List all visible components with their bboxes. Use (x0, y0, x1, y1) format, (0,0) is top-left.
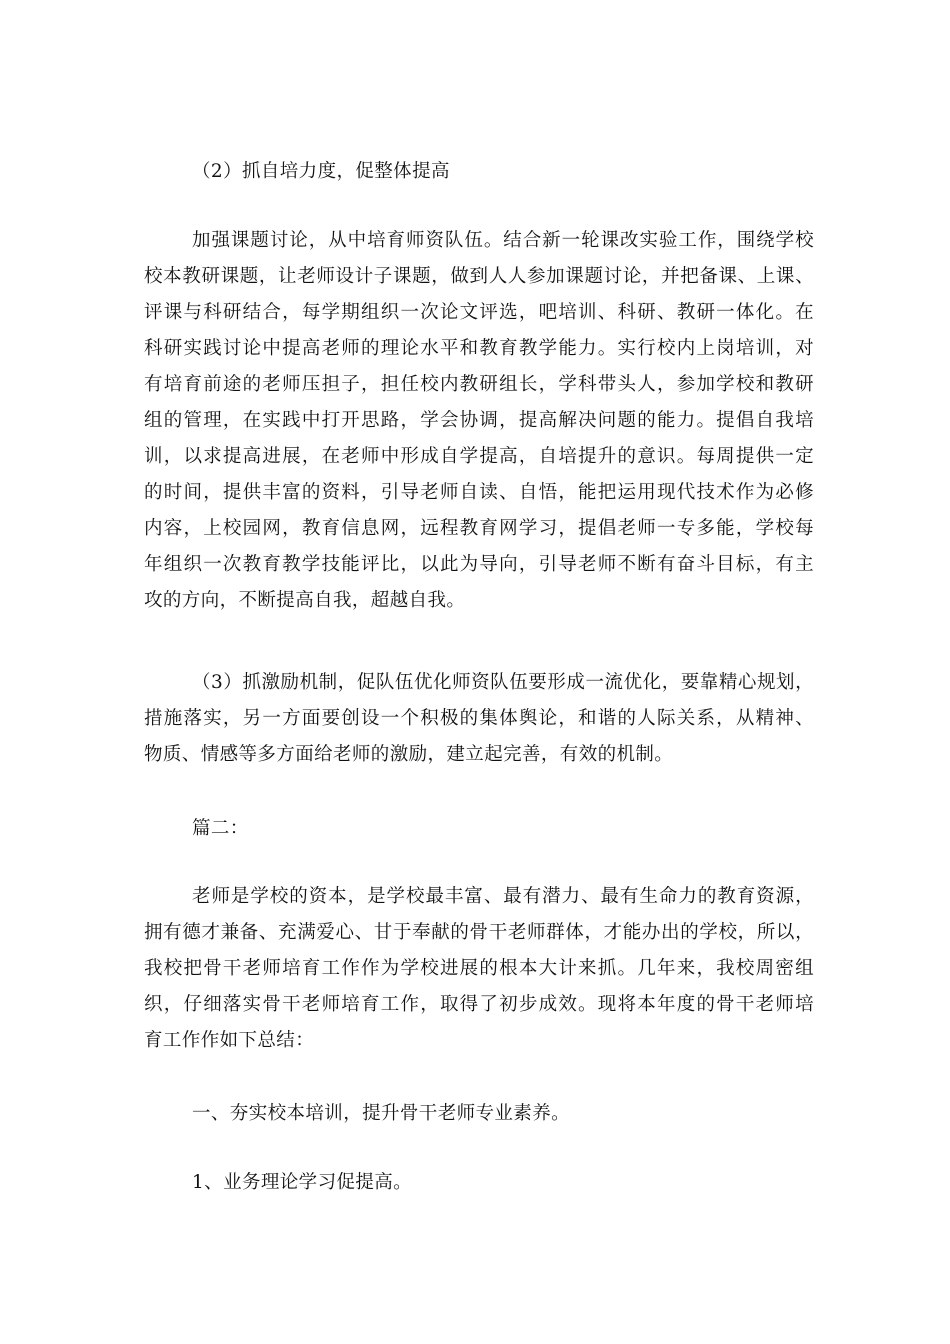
section-heading-part-two (144, 811, 814, 847)
paragraph-teachers-resource (144, 879, 814, 1059)
text-line: 措施落实，另一方面要创设一个积极的集体舆论，和谐的人际关系，从精神、 (144, 708, 814, 729)
text-line: 科研实践讨论中提高老师的理论水平和教育教学能力。实行校内上岗培训，对 (144, 338, 814, 359)
text-line: （2）抓自培力度，促整体提高 (192, 161, 450, 182)
text-line: 加强课题讨论，从中培育师资队伍。结合新一轮课改实验工作，围绕学校 (192, 230, 814, 251)
text-line: 的时间，提供丰富的资料，引导老师自读、自悟，能把运用现代技术作为必修 (144, 482, 814, 503)
text-line: 篇二： (192, 818, 249, 839)
paragraph-course-research (144, 223, 814, 619)
text-line: 评课与科研结合，每学期组织一次论文评选，吧培训、科研、教研一体化。在 (144, 302, 814, 323)
text-line: 1、业务理论学习促提高。 (192, 1172, 413, 1193)
text-line: 攻的方向，不断提高自我，超越自我。 (144, 590, 466, 611)
paragraph-heading-2 (144, 154, 814, 190)
subsection-heading-one (144, 1165, 814, 1201)
text-line: 年组织一次教育教学技能评比，以此为导向，引导老师不断有奋斗目标，有主 (144, 554, 814, 575)
text-line: （3）抓激励机制，促队伍优化师资队伍要形成一流优化，要靠精心规划， (192, 672, 814, 693)
text-line: 组的管理，在实践中打开思路，学会协调，提高解决问题的能力。提倡自我培 (144, 410, 814, 431)
text-line: 拥有德才兼备、充满爱心、甘于奉献的骨干老师群体，才能办出的学校，所以， (144, 922, 814, 943)
section-heading-one (144, 1096, 814, 1132)
text-line: 老师是学校的资本，是学校最丰富、最有潜力、最有生命力的教育资源， (192, 886, 814, 907)
text-line: 有培育前途的老师压担子，担任校内教研组长，学科带头人，参加学校和教研 (144, 374, 814, 395)
text-line: 织，仔细落实骨干老师培育工作，取得了初步成效。现将本年度的骨干老师培 (144, 994, 814, 1015)
text-line: 育工作作如下总结： (144, 1030, 315, 1051)
text-line: 校本教研课题，让老师设计子课题，做到人人参加课题讨论，并把备课、上课、 (144, 266, 814, 287)
text-line: 训，以求提高进展，在老师中形成自学提高，自培提升的意识。每周提供一定 (144, 446, 814, 467)
text-line: 我校把骨干老师培育工作作为学校进展的根本大计来抓。几年来，我校周密组 (144, 958, 814, 979)
paragraph-incentive-mechanism (144, 665, 814, 773)
text-line: 物质、情感等多方面给老师的激励，建立起完善，有效的机制。 (144, 744, 674, 765)
text-line: 内容，上校园网，教育信息网，远程教育网学习，提倡老师一专多能，学校每 (144, 518, 814, 539)
text-line: 一、夯实校本培训，提升骨干老师专业素养。 (192, 1103, 571, 1124)
